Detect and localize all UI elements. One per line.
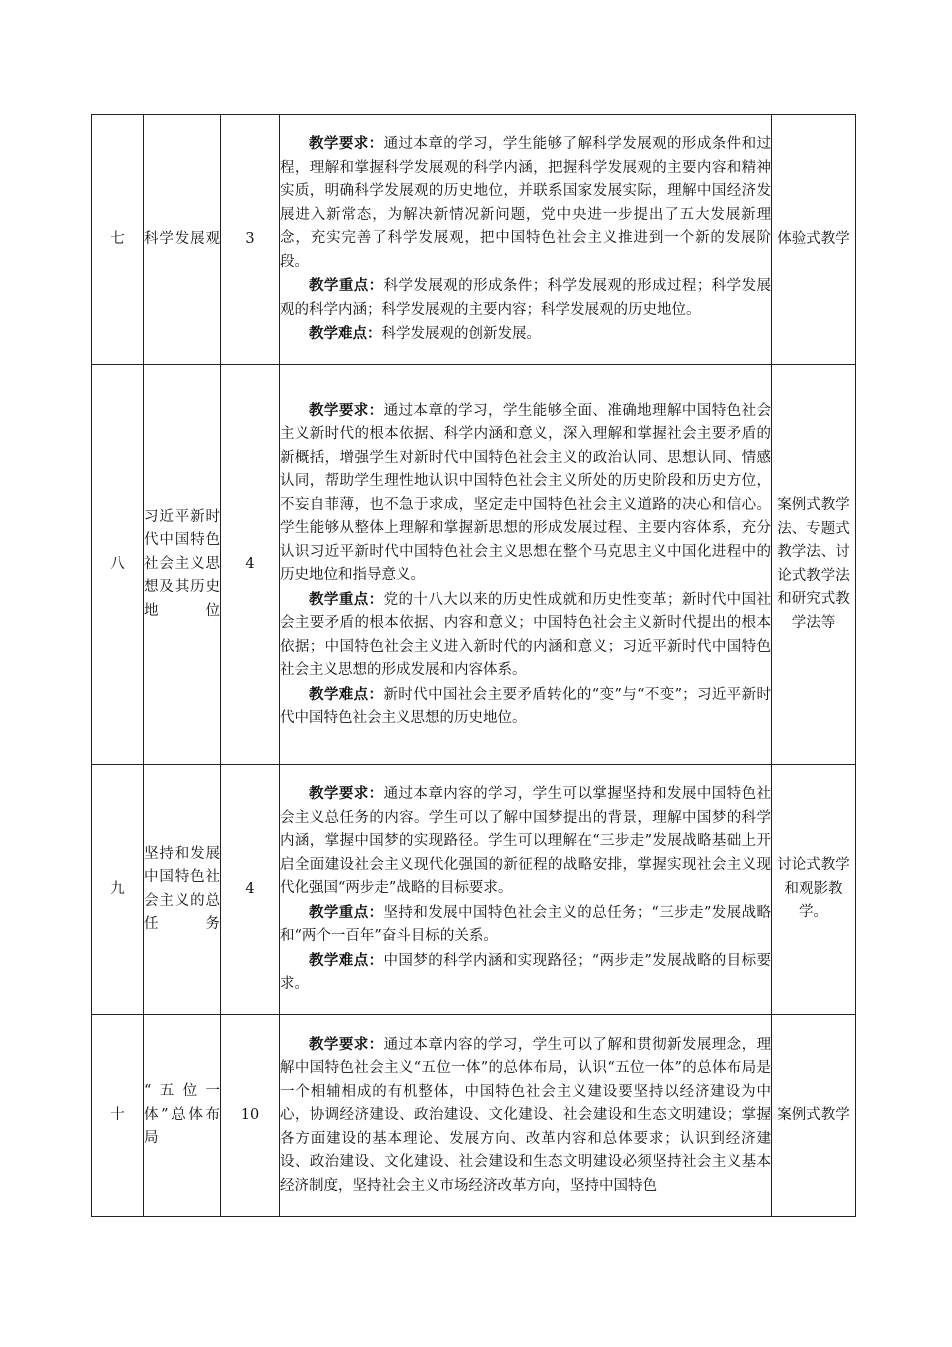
chapter-content bbox=[280, 365, 772, 765]
difficulties-text: 科学发展观的创新发展。 bbox=[381, 326, 541, 343]
key-points-label: 教学重点： bbox=[309, 903, 384, 921]
chapter-hours: 3 bbox=[221, 115, 280, 365]
difficulties-label: 教学难点： bbox=[309, 951, 384, 969]
teaching-requirements bbox=[280, 782, 771, 901]
difficulties-label: 教学难点： bbox=[309, 325, 382, 343]
chapter-content bbox=[280, 765, 772, 1015]
chapter-title: “五位一体”总体布局 bbox=[144, 1015, 221, 1217]
table-row bbox=[92, 365, 856, 765]
chapter-content bbox=[280, 1015, 772, 1217]
key-points-label: 教学重点： bbox=[309, 590, 384, 608]
requirements-text: 通过本章内容的学习，学生可以了解和贯彻新发展理念，理解中国特色社会主义“五位一体”的总体布局，认识“五位一体”的总体布局是一个相辅相成的有机整体，中国特色社会主义建设要坚持以经济建设为中心，协调经济建设、政治建设、文化建设、社会建设和生态文明建设；掌握各方面建设的基本理论、发展方向、改革内容和总体要求；认识到经济建设、政治建设、文化建设、社会建设和生态文明建设必须坚持社会主义基本经济制度，坚持社会主义市场经济改革方向，坚持中国特色 bbox=[280, 1036, 772, 1194]
chapter-hours: 4 bbox=[221, 365, 280, 765]
teaching-requirements bbox=[280, 132, 771, 274]
requirements-text: 通过本章的学习，学生能够了解科学发展观的形成条件和过程，理解和掌握科学发展观的科学内涵，把握科学发展观的主要内容和精神实质，明确科学发展观的历史地位，并联系国家发展实际，理解中国经济发展进入新常态，为解决新情况新问题，党中央进一步提出了五大发展新理念，充实完善了科学发展观，把中国特色社会主义推进到一个新的发展阶段。 bbox=[280, 136, 772, 270]
chapter-title: 科学发展观 bbox=[144, 115, 221, 365]
teaching-difficulties bbox=[280, 322, 771, 347]
difficulties-text: 中国梦的科学内涵和实现路径；“两步走”发展战略的目标要求。 bbox=[280, 952, 771, 993]
requirements-label: 教学要求： bbox=[309, 785, 384, 803]
syllabus-table bbox=[91, 114, 856, 1217]
chapter-number: 九 bbox=[92, 765, 144, 1015]
chapter-hours: 10 bbox=[221, 1015, 280, 1217]
chapter-number: 十 bbox=[92, 1015, 144, 1217]
key-points-label: 教学重点： bbox=[309, 277, 384, 295]
difficulties-label: 教学难点： bbox=[309, 685, 384, 703]
table-row bbox=[92, 1015, 856, 1217]
key-points-text: 党的十八大以来的历史性成就和历史性变革；新时代中国社会主要矛盾的根本依据、内容和意义；中国特色社会主义新时代提出的根本依据；中国特色社会主义进入新时代的内涵和意义；习近平新时代中国特色社会主义思想的形成发展和内容体系。 bbox=[280, 591, 772, 678]
table-row bbox=[92, 115, 856, 365]
teaching-method: 体验式教学 bbox=[772, 115, 856, 365]
requirements-text: 通过本章内容的学习，学生可以掌握坚持和发展中国特色社会主义总任务的内容。学生可以了解中国梦提出的背景，理解中国梦的科学内涵，掌握中国梦的实现路径。学生可以理解在“三步走”发展战略基础上开启全面建设社会主义现代化强国的新征程的战略安排，掌握实现社会主义现代化强国“两步走”战略的目标要求。 bbox=[280, 786, 772, 897]
teaching-key-points bbox=[280, 274, 771, 322]
teaching-requirements bbox=[280, 1033, 771, 1199]
requirements-label: 教学要求： bbox=[309, 1035, 384, 1053]
teaching-difficulties bbox=[280, 949, 771, 997]
requirements-label: 教学要求： bbox=[309, 135, 384, 153]
key-points-text: 科学发展观的形成条件；科学发展观的形成过程；科学发展观的科学内涵；科学发展观的主要内容；科学发展观的历史地位。 bbox=[280, 278, 772, 318]
chapter-title: 坚持和发展中国特色社会主义的总任务 bbox=[144, 765, 221, 1015]
table-row bbox=[92, 765, 856, 1015]
teaching-method: 案例式教学 bbox=[772, 1015, 856, 1217]
teaching-method: 讨论式教学和观影教学。 bbox=[772, 765, 856, 1015]
teaching-key-points bbox=[280, 588, 771, 683]
chapter-content bbox=[280, 115, 772, 365]
requirements-text: 通过本章的学习，学生能够全面、准确地理解中国特色社会主义新时代的根本依据、科学内涵和意义，深入理解和掌握社会主要矛盾的新概括，增强学生对新时代中国特色社会主义的政治认同、思想认同、情感认同，帮助学生理性地认识中国特色社会主义所处的历史阶段和历史方位，不妄自菲薄，也不急于求成，坚定走中国特色社会主义道路的决心和信心。学生能够从整体上理解和掌握新思想的形成发展过程、主要内容体系，充分认识习近平新时代中国特色社会主义思想在整个马克思主义中国化进程中的历史地位和指导意义。 bbox=[280, 402, 772, 583]
teaching-difficulties bbox=[280, 683, 771, 731]
requirements-label: 教学要求： bbox=[309, 401, 384, 419]
chapter-title: 习近平新时代中国特色社会主义思想及其历史地位 bbox=[144, 365, 221, 765]
teaching-requirements bbox=[280, 399, 771, 588]
key-points-text: 坚持和发展中国特色社会主义的总任务；“三步走”发展战略和“两个一百年”奋斗目标的关系。 bbox=[280, 904, 771, 945]
chapter-hours: 4 bbox=[221, 765, 280, 1015]
teaching-key-points bbox=[280, 901, 771, 949]
chapter-number: 七 bbox=[92, 115, 144, 365]
teaching-method: 案例式教学法、专题式教学法、讨论式教学法和研究式教学法等 bbox=[772, 365, 856, 765]
chapter-number: 八 bbox=[92, 365, 144, 765]
difficulties-text: 新时代中国社会主要矛盾转化的“变”与“不变”；习近平新时代中国特色社会主义思想的历史地位。 bbox=[280, 686, 772, 726]
